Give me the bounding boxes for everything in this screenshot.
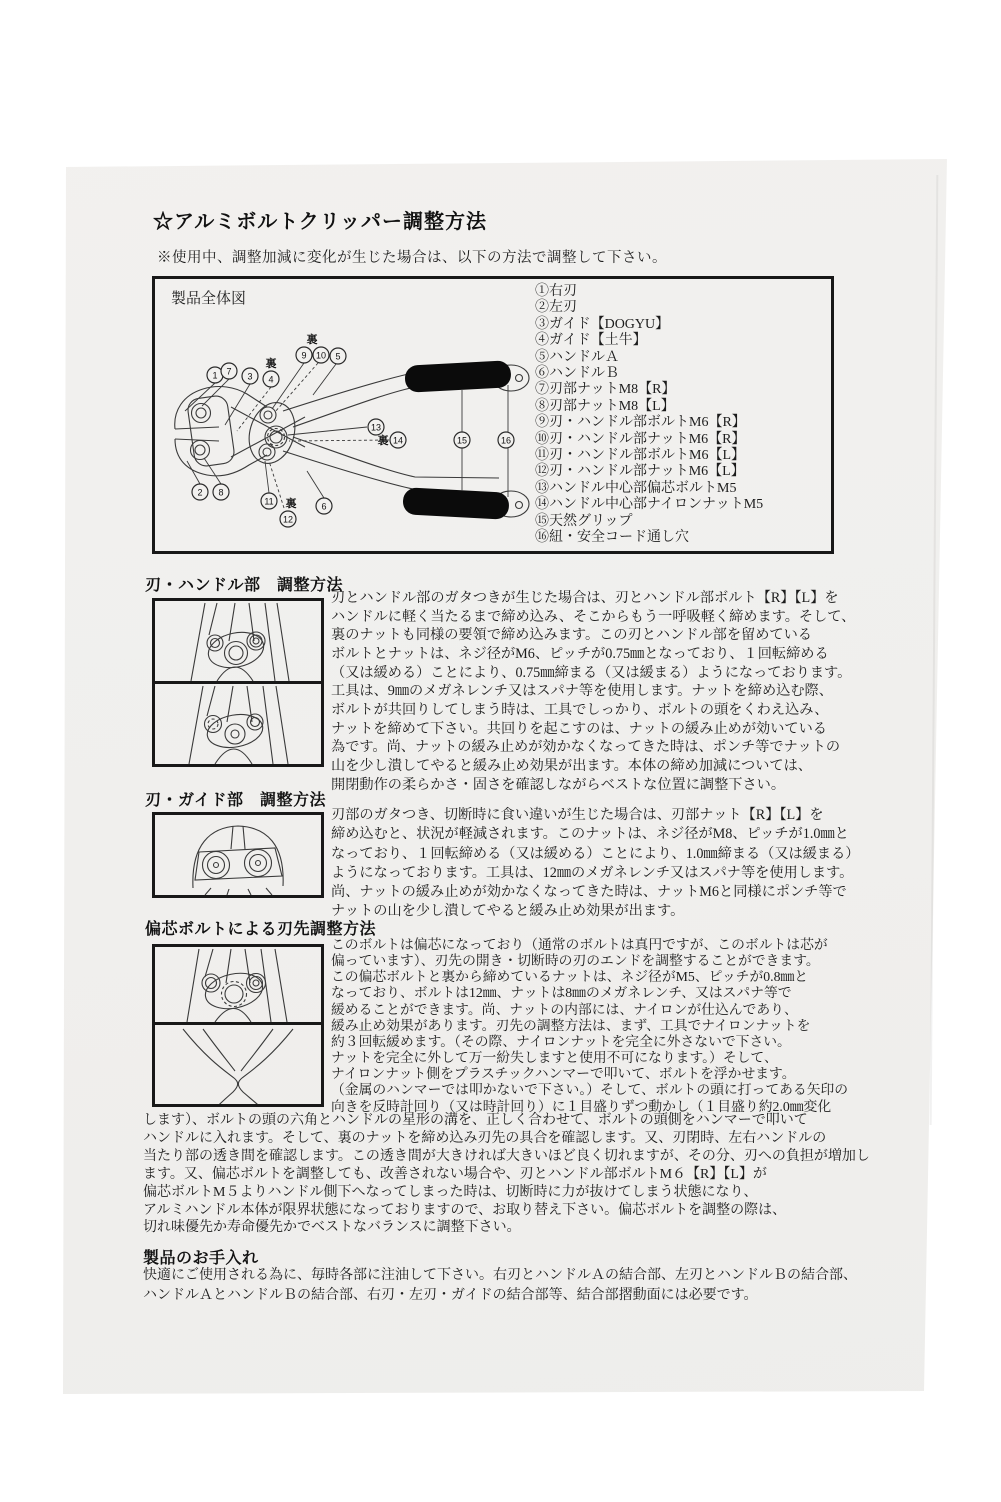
ura-label-12: 裏 — [285, 498, 297, 510]
text-line: 偏っています）、刃先の開き・切断時の刃のエンドを調整することができます。 — [331, 953, 820, 969]
section-heading-blade-guide: 刃・ガイド部 調整方法 — [145, 792, 327, 809]
text-line: （金属のハンマーでは叩かないで下さい。）そして、ボルトの頭に打ってある矢印の — [331, 1082, 849, 1098]
upper-handle — [283, 360, 529, 427]
callout-12: 12 — [282, 514, 294, 525]
callout-11: 11 — [264, 496, 274, 507]
usage-note: ※使用中、調整加減に変化が生じた場合は、以下の方法で調整して下さい。 — [157, 250, 667, 266]
ura-label-910: 裏 — [306, 334, 318, 346]
parts-list-item: ⑮天然グリップ — [535, 513, 633, 529]
text-line: 開閉動作の柔らかさ・固さを確認しながらベストな位置に調整下さい。 — [331, 776, 786, 793]
text-line: ボルトとナットは、ネジ径がM6、ピッチが0.75㎜となっており、１回転締める — [331, 645, 829, 662]
text-line: ハンドルに入れます。そして、裏のナットを締め込み刃先の具合を確認します。又、刃閉時、左右ハンドルの — [143, 1130, 827, 1146]
text-line: ます。又、偏芯ボルトを調整しても、改善されない場合や、刃とハンドル部ボルトM６【R】【L】が — [143, 1166, 767, 1182]
text-line: ナットの山を少し潰してやると緩み止め効果が出ます。 — [331, 903, 685, 920]
callout-3: 3 — [247, 371, 253, 382]
text-line: 偏芯ボルトM５よりハンドル側下へなってしまった時は、切断時に力が抜けてしまう状態になり、 — [143, 1184, 758, 1200]
text-line: アルミハンドル本体が限界状態になっておりますので、お取り替え下さい。偏芯ボルトを調整の際は、 — [143, 1202, 787, 1218]
parts-list-item: ⑬ハンドル中心部偏芯ボルトM5 — [535, 480, 737, 496]
callout-8: 8 — [218, 487, 224, 498]
text-line: 緩み止め効果があります。刃先の調整方法は、まず、工具でナイロンナットを — [331, 1017, 811, 1033]
parts-list — [535, 284, 763, 547]
callout-6: 6 — [321, 501, 327, 512]
eccentric-text-fullwidth — [143, 1112, 870, 1237]
text-line: ハンドルに軽く当たるまで締め込み、そこからもう一呼吸軽く締めます。そして、 — [331, 608, 856, 625]
text-line: 工具は、9㎜のメガネレンチ又はスパナ等を使用します。ナットを締め込む際、 — [331, 683, 833, 700]
text-line: 刃部のガタつき、切断時に食い違いが生じた場合は、刃部ナット【R】【L】を — [331, 807, 824, 823]
callout-1: 1 — [212, 370, 218, 381]
text-line: 刃とハンドル部のガタつきが生じた場合は、刃とハンドル部ボルト【R】【L】を — [331, 590, 839, 606]
text-line: ナットを締めて下さい。共回りを起こすのは、ナットの緩み止めが効いている — [331, 720, 827, 737]
parts-list-item: ③ガイド【DOGYU】 — [535, 316, 670, 332]
text-line: ようになっております。工具は、12㎜のメガネレンチ又はスパナ等を使用します。 — [331, 864, 854, 881]
callout-5: 5 — [335, 351, 341, 362]
text-line: 快適にご使用される為に、毎時各部に注油して下さい。右刃とハンドルＡの結合部、左刃とハンドルＢの結合部、 — [143, 1268, 857, 1283]
callout-14: 14 — [392, 435, 404, 446]
parts-list-item: ④ガイド【土牛】 — [535, 333, 647, 349]
blade-handle-figures — [152, 598, 324, 767]
text-line: この偏芯ボルトと裏から締めているナットは、ネジ径がM5、ピッチが0.8㎜と — [331, 969, 809, 985]
callout-9: 9 — [301, 350, 307, 361]
section-heading-care: 製品のお手入れ — [143, 1250, 259, 1267]
parts-list-item: ⑪刃・ハンドル部ボルトM6【L】 — [535, 448, 745, 464]
text-line: このボルトは偏芯になっており（通常のボルトは真円ですが、このボルトは芯が — [331, 937, 828, 952]
parts-list-item: ⑨刃・ハンドル部ボルトM6【R】 — [535, 415, 746, 431]
blade-handle-text — [331, 589, 855, 794]
text-line: 裏のナットも同様の要領で締め込みます。この刃とハンドル部を留めている — [331, 627, 812, 644]
care-text — [143, 1266, 857, 1306]
parts-list-item: ⑭ハンドル中心部ナイロンナットM5 — [535, 497, 764, 513]
text-line: します）、ボルトの頭の六角とハンドルの星形の溝を、正しく合わせて、ボルトの頭側をハンマーで叩いて — [143, 1113, 808, 1128]
eccentric-text — [331, 937, 848, 1115]
text-line: （又は緩める）ことにより、0.75㎜締まる（又は緩まる）ようになっております。 — [331, 664, 852, 681]
text-line: 約３回転緩めます。（その際、ナイロンナットを完全に外さないで下さい。 — [331, 1033, 791, 1049]
callout-2: 2 — [197, 487, 203, 498]
callout-15: 15 — [456, 435, 468, 446]
upper-grip — [404, 360, 511, 393]
text-line: 締め込むと、状況が軽減されます。このナットは、ネジ径がM8、ピッチが1.0㎜と — [331, 826, 849, 843]
text-line: ハンドルＡとハンドルＢの結合部、右刃・左刃・ガイドの結合部等、結合部摺動面には必要です。 — [143, 1287, 758, 1303]
eccentric-bolt-figure — [155, 947, 321, 1022]
lower-grip — [402, 487, 509, 520]
text-line: なっており、ボルトは12㎜、ナットは8㎜のメガネレンチ、又はスパナ等で — [331, 985, 792, 1001]
parts-list-item: ⑩刃・ハンドル部ナットM6【R】 — [535, 431, 746, 447]
handle-gap-figure — [155, 1022, 321, 1104]
ura-label-4: 裏 — [265, 358, 277, 370]
text-line: 山を少し潰してやると緩み止め効果が出ます。本体の締め加減については、 — [331, 757, 812, 774]
text-line: ナイロンナット側をプラスチックハンマーで叩いて、ボルトを浮かせます。 — [331, 1066, 796, 1082]
joint-figure-front — [155, 601, 321, 681]
eccentric-figures — [152, 944, 324, 1107]
parts-list-item: ⑦刃部ナットM8【R】 — [535, 382, 676, 398]
text-line: 為です。尚、ナットの緩み止めが効かなくなってきた時は、ポンチ等でナットの — [331, 739, 841, 756]
parts-list-item: ⑯紐・安全コード通し穴 — [535, 530, 689, 546]
parts-list-item: ⑤ハンドルＡ — [535, 349, 619, 365]
callout-13: 13 — [370, 422, 382, 433]
parts-list-item: ⑫刃・ハンドル部ナットM6【L】 — [535, 464, 745, 480]
text-line: 向きを反時計回り（又は時計回り）に１目盛りずつ動かし（１目盛り約2.0㎜変化 — [331, 1098, 832, 1114]
section-heading-blade-handle: 刃・ハンドル部 調整方法 — [145, 577, 344, 594]
parts-list-item: ⑧刃部ナットM8【L】 — [535, 398, 675, 414]
joint-figure-back — [155, 681, 321, 764]
page-title: ☆アルミボルトクリッパー調整方法 — [153, 211, 487, 233]
text-line: ボルトが共回りしてしまう時は、工具でしっかり、ボルトの頭をくわえ込み、 — [331, 701, 829, 718]
text-line: 当たり部の透き間を確認します。この透き間が大きければ大きいほど良く切れますが、その分、刃への負担が増加し — [143, 1148, 870, 1164]
text-line: なっており、１回転締める（又は緩める）ことにより、1.0㎜締まる（又は緩まる） — [331, 845, 860, 862]
callout-4: 4 — [268, 374, 274, 385]
parts-list-item: ②左刃 — [535, 300, 577, 316]
parts-list-item: ⑥ハンドルＢ — [535, 366, 619, 382]
text-line: 緩めることができます。尚、ナットの内部には、ナイロンが仕込んであり、 — [331, 1001, 798, 1017]
blade-guide-figure — [152, 812, 324, 898]
upper-cord-hole — [516, 375, 523, 382]
diagram-label: 製品全体図 — [171, 291, 247, 307]
callout-7: 7 — [226, 366, 232, 377]
blade-guide-text — [331, 806, 860, 922]
callout-16: 16 — [500, 435, 512, 446]
callout-10: 10 — [315, 350, 327, 361]
text-line: 尚、ナットの緩み止めが効かなくなってきた時は、ナットM6と同様にポンチ等で — [331, 884, 847, 901]
ura-label-14: 裏 — [377, 435, 389, 447]
text-line: ナットを完全に外して万一紛失しますと使用不可になります。）そして、 — [331, 1050, 778, 1066]
lower-cord-hole — [516, 502, 523, 509]
section-heading-eccentric: 偏芯ボルトによる刃先調整方法 — [145, 921, 377, 938]
blade-head — [175, 387, 267, 476]
text-line: 切れ味優先か寿命優先かでベストなバランスに調整下さい。 — [143, 1220, 521, 1236]
parts-list-item: ①右刃 — [535, 284, 577, 299]
overview-diagram-box — [152, 276, 834, 554]
